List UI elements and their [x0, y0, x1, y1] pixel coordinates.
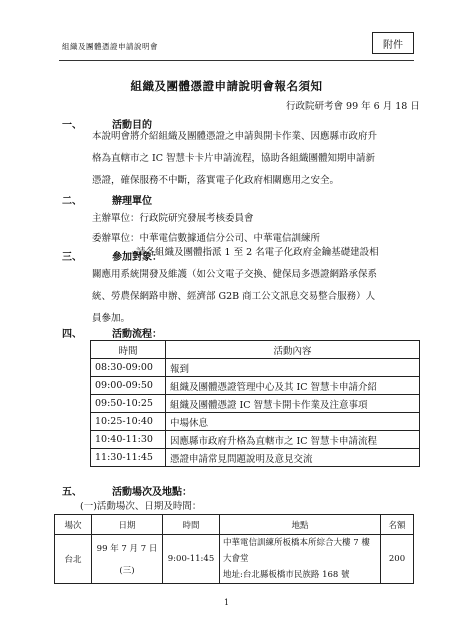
place-header: 地點 [220, 515, 381, 535]
header-divider [59, 60, 414, 61]
session-quota: 200 [381, 535, 414, 584]
section-4-number: 四、 [62, 329, 82, 340]
host-unit: 主辦單位：行政院研究發展考核委員會 [92, 213, 254, 224]
section-3-line: 員參加。 [92, 313, 131, 324]
schedule-content: 中場休息 [166, 413, 420, 431]
date-header: 日期 [92, 515, 163, 535]
schedule-time: 10:25-10:40 [91, 413, 166, 431]
section-1-line: 憑證，確保服務不中斷，落實電子化政府相關應用之安全。 [92, 175, 340, 186]
section-5-subheading: (一)活動場次、日期及時間： [80, 501, 202, 512]
section-1-body [92, 126, 422, 192]
session-address: 地址:台北縣板橋市民族路 168 號 [223, 570, 350, 580]
section-2-title: 辦理單位 [112, 196, 152, 207]
date-line: 行政院研考會 99 年 6 月 18 日 [286, 101, 420, 112]
table-row [91, 359, 420, 377]
section-1-title: 活動目的 [112, 120, 152, 131]
section-2-heading [62, 192, 152, 207]
attachment-label: 附件 [372, 32, 414, 54]
session-venue: 中華電信訓練所板橋本所綜合大樓 7 樓大會堂 [223, 538, 370, 564]
schedule-time: 11:30-11:45 [91, 449, 166, 467]
schedule-header-content: 活動內容 [166, 341, 420, 359]
session-place [220, 535, 381, 584]
document-title: 組織及團體憑證申請說明會報名須知 [130, 79, 323, 93]
section-4-title: 活動流程： [112, 329, 162, 340]
page-number: 1 [223, 598, 230, 607]
schedule-content: 組織及團體憑證管理中心及其 IC 智慧卡申請介紹 [166, 377, 420, 395]
schedule-header-time: 時間 [91, 341, 166, 359]
section-3-number: 三、 [62, 252, 82, 263]
schedule-content: 因應縣市政府升格為直轄市之 IC 智慧卡申請流程 [166, 431, 420, 449]
table-row [55, 535, 414, 584]
schedule-time: 09:50-10:25 [91, 395, 166, 413]
organizer-unit: 委辦單位：中華電信數據通信分公司、中華電信訓練所 [92, 233, 321, 244]
section-1-number: 一、 [62, 120, 82, 131]
schedule-content: 報到 [166, 359, 420, 377]
time-header: 時間 [163, 515, 220, 535]
session-date-line: 99 年 7 月 7 日 [96, 544, 158, 554]
table-row [91, 395, 420, 413]
schedule-content: 憑證申請常見問題說明及意見交流 [166, 449, 420, 467]
section-1-line: 格為直轄市之 IC 智慧卡卡片申請流程，協助各組織團體知期申請新 [92, 153, 376, 164]
section-3-title: 參加對象： [112, 252, 162, 263]
section-3-line: 統、勞農保網路申辦、經濟部 G2B 商工公文訊息交易整合服務）人 [92, 291, 376, 302]
table-row [91, 377, 420, 395]
table-row [91, 431, 420, 449]
section-3-line: 關應用系統開發及維護（如公文電子交換、健保局多憑證網路承保系 [92, 269, 378, 280]
section-5-title: 活動場次及地點： [112, 487, 192, 498]
session-name: 台北 [55, 535, 92, 584]
session-date [92, 535, 163, 584]
section-3-body [92, 264, 422, 330]
table-row [91, 413, 420, 431]
schedule-table [90, 340, 420, 467]
quota-header: 名額 [381, 515, 414, 535]
session-weekday: (三) [119, 566, 135, 576]
schedule-time: 09:00-09:50 [91, 377, 166, 395]
section-5-number: 五、 [62, 487, 82, 498]
session-time: 9:00-11:45 [163, 535, 220, 584]
section-3-line: 請各組織及團體指派 1 至 2 名電子化政府金鑰基礎建設相 [136, 247, 379, 258]
schedule-content: 組織及團體憑證 IC 智慧卡開卡作業及注意事項 [166, 395, 420, 413]
table-row [91, 449, 420, 467]
schedule-time: 10:40-11:30 [91, 431, 166, 449]
section-1-line: 本說明會將介紹組織及團體憑證之申請與開卡作業、因應縣市政府升 [92, 131, 378, 142]
section-5-heading [62, 483, 192, 498]
session-table [54, 514, 414, 584]
section-2-number: 二、 [62, 196, 82, 207]
section-4-heading [62, 325, 162, 340]
session-header: 場次 [55, 515, 92, 535]
schedule-time: 08:30-09:00 [91, 359, 166, 377]
document-header: 組織及團體憑證申請說明會 [62, 42, 158, 51]
